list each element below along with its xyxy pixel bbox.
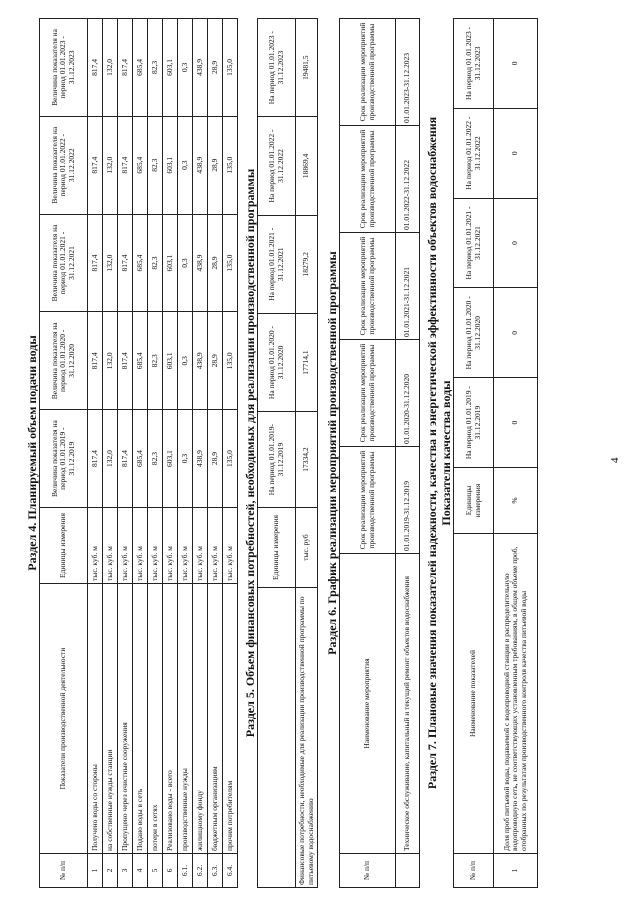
cell: 817,4 <box>118 116 133 214</box>
header-cell: На период 01.01.2022 - 31.12.2022 <box>454 108 494 198</box>
cell: 817,4 <box>118 214 133 312</box>
header-cell: Срок реализации мероприятий производственной программы <box>340 18 396 125</box>
cell: 817,4 <box>88 409 103 507</box>
cell: 817,4 <box>88 214 103 312</box>
cell: 01.01.2020-31.12.2020 <box>396 339 420 446</box>
cell: 1 <box>494 853 538 887</box>
cell: бюджетным организациям <box>208 583 223 853</box>
cell: 82,3 <box>148 116 163 214</box>
table-row <box>494 18 538 887</box>
cell: потери в сетях <box>148 583 163 853</box>
table-row <box>103 18 118 887</box>
cell: 135,0 <box>223 311 238 409</box>
section-6 <box>325 18 420 888</box>
cell: 0 <box>494 287 538 377</box>
header-cell: Срок реализации мероприятий производственной программы <box>340 339 396 446</box>
cell: 01.01.2023-31.12.2023 <box>396 18 420 125</box>
cell: тыс. куб. м <box>148 507 163 583</box>
cell: 28,9 <box>208 311 223 409</box>
header-cell: На период 01.01.2019 - 31.12.2019 <box>454 377 494 467</box>
header-cell: На период 01.01.2021 - 31.12.2021 <box>454 198 494 288</box>
table-row <box>296 18 318 887</box>
section-7-subtitle: Показатели качества воды <box>439 379 453 526</box>
cell: жилищному фонду <box>193 583 208 853</box>
cell: производственные нужды <box>178 583 193 853</box>
header-cell: Величина показателя на период 01.01.2019 - 31.12.2019 <box>40 409 88 507</box>
cell: Финансовые потребности, необходимые для реализации производственной программы по питьевому водоснабжению <box>296 587 318 887</box>
section-6-title: Раздел 6. График реализации мероприятий производственной программы <box>325 250 339 655</box>
supply-volume-table <box>39 18 238 888</box>
cell: 135,0 <box>223 214 238 312</box>
cell: тыс. куб. м <box>223 507 238 583</box>
cell: 817,4 <box>118 311 133 409</box>
table-row <box>208 18 223 887</box>
table-header-row <box>40 18 88 887</box>
cell: 0,3 <box>178 214 193 312</box>
cell: 603,1 <box>163 214 178 312</box>
cell: 438,9 <box>193 18 208 116</box>
cell: 6.4. <box>223 853 238 887</box>
table-row <box>193 18 208 887</box>
header-cell: Наименование мероприятия <box>340 553 396 853</box>
table-row <box>148 18 163 887</box>
cell: тыс. куб. м <box>103 507 118 583</box>
header-cell: № п/п <box>40 853 88 887</box>
cell: 132,0 <box>103 18 118 116</box>
cell: 685,4 <box>133 18 148 116</box>
cell: прочим потребителям <box>223 583 238 853</box>
cell: 28,9 <box>208 18 223 116</box>
table-row <box>118 18 133 887</box>
cell: 18869,4 <box>296 116 318 214</box>
table-row <box>133 18 148 887</box>
cell: 135,0 <box>223 18 238 116</box>
table-header-row <box>258 18 296 887</box>
cell: 18279,2 <box>296 215 318 313</box>
header-cell: Срок реализации мероприятий производственной программы <box>340 232 396 339</box>
section-4-title: Раздел 4. Планируемый объем подачи воды <box>25 334 39 571</box>
header-cell: На период 01.01.2023 - 31.12.2023 <box>258 18 296 116</box>
cell: 438,9 <box>193 409 208 507</box>
cell: 685,4 <box>133 214 148 312</box>
cell: 01.01.2022-31.12.2022 <box>396 125 420 232</box>
cell: 685,4 <box>133 311 148 409</box>
table-header-row <box>454 18 494 887</box>
cell: 82,3 <box>148 214 163 312</box>
table-row <box>396 18 420 887</box>
cell: 28,9 <box>208 214 223 312</box>
cell: тыс. куб. м <box>118 507 133 583</box>
cell: 132,0 <box>103 311 118 409</box>
cell: Пропущено через очистные сооружения <box>118 583 133 853</box>
cell: 0 <box>494 18 538 108</box>
cell <box>396 853 420 887</box>
cell: тыс. куб. м <box>88 507 103 583</box>
cell: 817,4 <box>118 409 133 507</box>
cell: Реализовано воды - всего <box>163 583 178 853</box>
cell: Техническое обслуживание, капитальный и текущий ремонт объектов водоснабжения <box>396 553 420 853</box>
section-5-title: Раздел 5. Объем финансовых потребностей, необходимых для реализации производственной программы <box>243 168 257 737</box>
section-4 <box>25 18 238 888</box>
cell: 5 <box>148 853 163 887</box>
cell: 438,9 <box>193 311 208 409</box>
cell: 0 <box>494 377 538 467</box>
cell: 4 <box>133 853 148 887</box>
cell: 438,9 <box>193 116 208 214</box>
cell: Получено воды со стороны <box>88 583 103 853</box>
header-cell: № п/п <box>454 853 494 887</box>
cell: 685,4 <box>133 409 148 507</box>
cell: 685,4 <box>133 116 148 214</box>
table-header-row <box>340 18 396 887</box>
cell: 603,1 <box>163 18 178 116</box>
header-cell: Показатели производственной деятельности <box>40 583 88 853</box>
table-row <box>88 18 103 887</box>
header-cell: На период 01.01.2020 - 31.12.2020 <box>258 313 296 411</box>
cell: 817,4 <box>88 18 103 116</box>
cell: Доля проб питьевой воды, подаваемой с водопроводной станции в распределительную водопроводную сеть, не соответствующих установленным требованиям, в общем объеме проб, отобранных по результатам производственного контроля качества питьевой воды <box>494 533 538 853</box>
cell: 0 <box>494 198 538 288</box>
schedule-table <box>339 18 420 888</box>
header-cell: На период 01.01.2021 - 31.12.2021 <box>258 215 296 313</box>
header-cell: Величина показателя на период 01.01.2020 - 31.12.2020 <box>40 311 88 409</box>
quality-indicators-table <box>453 18 538 888</box>
section-5 <box>243 18 318 888</box>
header-cell: Срок реализации мероприятий производственной программы <box>340 446 396 553</box>
cell: 2 <box>103 853 118 887</box>
page-number: 4 <box>609 457 621 463</box>
cell: 82,3 <box>148 409 163 507</box>
cell: 0,3 <box>178 409 193 507</box>
cell: 17714,1 <box>296 313 318 411</box>
cell: на собственные нужды станции <box>103 583 118 853</box>
cell: тыс. куб. м <box>193 507 208 583</box>
rotated-document-page <box>25 18 621 888</box>
header-cell: Величина показателя на период 01.01.2022 - 31.12.2022 <box>40 116 88 214</box>
table-row <box>178 18 193 887</box>
cell: 6 <box>163 853 178 887</box>
financial-needs-table <box>257 18 318 888</box>
cell: % <box>494 467 538 533</box>
cell: 0 <box>494 108 538 198</box>
cell: 603,1 <box>163 116 178 214</box>
cell: 6.3. <box>208 853 223 887</box>
cell: 82,3 <box>148 18 163 116</box>
cell: 01.01.2019-31.12.2019 <box>396 446 420 553</box>
cell: 28,9 <box>208 409 223 507</box>
cell: 0,3 <box>178 116 193 214</box>
cell: 817,4 <box>88 311 103 409</box>
header-cell: Величина показателя на период 01.01.2023 - 31.12.2023 <box>40 18 88 116</box>
cell: 135,0 <box>223 116 238 214</box>
header-cell: На период 01.01.2020 - 31.12.2020 <box>454 287 494 377</box>
cell: 19481,5 <box>296 18 318 116</box>
cell: тыс. куб. м <box>178 507 193 583</box>
header-cell <box>258 587 296 887</box>
cell: 132,0 <box>103 214 118 312</box>
table-row <box>223 18 238 887</box>
cell: тыс. куб. м <box>208 507 223 583</box>
cell: 3 <box>118 853 133 887</box>
header-cell: На период 01.01.2022 - 31.12.2022 <box>258 116 296 214</box>
header-cell: Единицы измерения <box>258 507 296 587</box>
cell: 0,3 <box>178 311 193 409</box>
cell: 438,9 <box>193 214 208 312</box>
header-cell: Единицы измерения <box>40 507 88 583</box>
header-cell: Наименование показателей <box>454 533 494 853</box>
cell: 6.2. <box>193 853 208 887</box>
header-cell: Величина показателя на период 01.01.2021 - 31.12.2021 <box>40 214 88 312</box>
cell: 82,3 <box>148 311 163 409</box>
section-7 <box>425 18 538 888</box>
cell: 6.1. <box>178 853 193 887</box>
header-cell: На период 01.01.2019-31.12.2019 <box>258 411 296 507</box>
cell: 1 <box>88 853 103 887</box>
cell: тыс. руб <box>296 507 318 587</box>
cell: 132,0 <box>103 116 118 214</box>
cell: тыс. куб. м <box>163 507 178 583</box>
cell: 817,4 <box>118 18 133 116</box>
header-cell: № п/п <box>340 853 396 887</box>
cell: Подано воды в сеть <box>133 583 148 853</box>
cell: 0,3 <box>178 18 193 116</box>
table-row <box>163 18 178 887</box>
cell: 603,1 <box>163 311 178 409</box>
header-cell: На период 01.01.2023 - 31.12.2023 <box>454 18 494 108</box>
cell: 01.01.2021-31.12.2021 <box>396 232 420 339</box>
cell: 28,9 <box>208 116 223 214</box>
header-cell: Срок реализации мероприятий производственной программы <box>340 125 396 232</box>
cell: 817,4 <box>88 116 103 214</box>
section-7-title: Раздел 7. Плановые значения показателей надежности, качества и энергетической эффективности объектов водоснабжения <box>425 116 439 789</box>
header-cell: Единицы измерения <box>454 467 494 533</box>
cell: 135,0 <box>223 409 238 507</box>
cell: 603,1 <box>163 409 178 507</box>
cell: 17334,2 <box>296 411 318 507</box>
cell: тыс. куб. м <box>133 507 148 583</box>
cell: 132,0 <box>103 409 118 507</box>
